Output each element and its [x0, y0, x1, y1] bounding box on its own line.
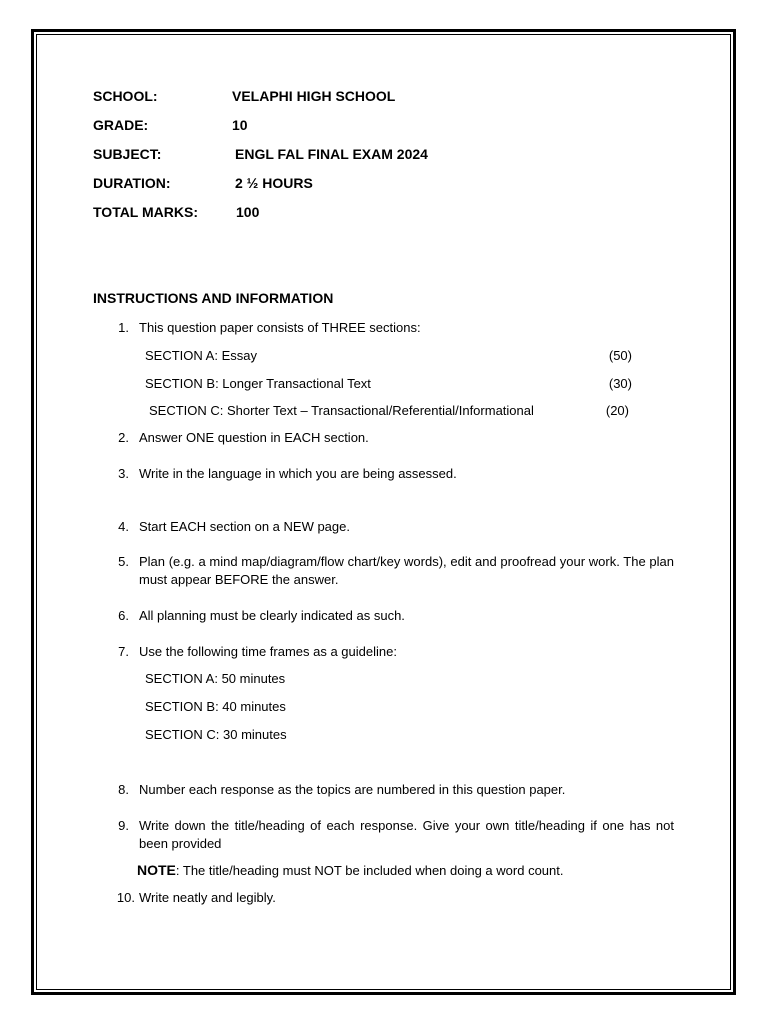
school-value: VELAPHI HIGH SCHOOL — [232, 88, 396, 104]
list-item: Write neatly and legibly. — [139, 890, 276, 905]
note-text: : The title/heading must NOT be included when doing a word count. — [175, 863, 564, 878]
time-frame-c: SECTION C: 30 minutes — [145, 727, 287, 742]
list-item-number: 3. — [118, 466, 129, 481]
list-item-number: 5. — [118, 554, 129, 569]
school-label: SCHOOL: — [93, 88, 158, 104]
total-marks-value: 100 — [236, 204, 260, 220]
list-item: Plan (e.g. a mind map/diagram/flow chart/key words), edit and proofread your work. The plan must appear BEFORE the answer. — [139, 554, 674, 587]
duration-value: 2 ½ HOURS — [235, 175, 313, 191]
time-frame-b: SECTION B: 40 minutes — [145, 699, 286, 714]
list-item: Answer ONE question in EACH section. — [139, 430, 369, 445]
list-item: Number each response as the topics are numbered in this question paper. — [139, 782, 566, 797]
list-item: Use the following time frames as a guideline: — [139, 644, 397, 659]
list-item-number: 8. — [118, 782, 129, 797]
duration-label: DURATION: — [93, 175, 171, 191]
list-item-number: 2. — [118, 430, 129, 445]
list-item-number: 4. — [118, 519, 129, 534]
instructions-heading: INSTRUCTIONS AND INFORMATION — [93, 290, 334, 306]
subject-value: ENGL FAL FINAL EXAM 2024 — [235, 146, 428, 162]
list-item-number: 9. — [118, 818, 129, 833]
grade-label: GRADE: — [93, 117, 149, 133]
grade-value: 10 — [232, 117, 248, 133]
note-label: NOTE — [137, 862, 176, 878]
list-item: Start EACH section on a NEW page. — [139, 519, 350, 534]
section-b-marks: (30) — [608, 376, 632, 391]
section-b-name: SECTION B: Longer Transactional Text — [145, 376, 371, 391]
section-a-marks: (50) — [608, 348, 632, 363]
section-c-name: SECTION C: Shorter Text – Transactional/Referential/Informational — [149, 403, 534, 418]
section-a-name: SECTION A: Essay — [145, 348, 257, 363]
list-item-number: 1. — [118, 320, 129, 335]
total-marks-label: TOTAL MARKS: — [93, 204, 198, 220]
list-item-number: 10. — [116, 890, 135, 905]
list-item: This question paper consists of THREE sections: — [139, 320, 421, 335]
subject-label: SUBJECT: — [93, 146, 162, 162]
section-c-marks: (20) — [605, 403, 629, 418]
list-item-number: 7. — [118, 644, 129, 659]
list-item: Write in the language in which you are being assessed. — [139, 466, 457, 481]
list-item: All planning must be clearly indicated as such. — [139, 608, 405, 623]
time-frame-a: SECTION A: 50 minutes — [145, 671, 286, 686]
list-item-number: 6. — [118, 608, 129, 623]
note-line — [137, 862, 563, 878]
list-item: Write down the title/heading of each response. Give your own title/heading if one has not been provided — [139, 818, 674, 851]
